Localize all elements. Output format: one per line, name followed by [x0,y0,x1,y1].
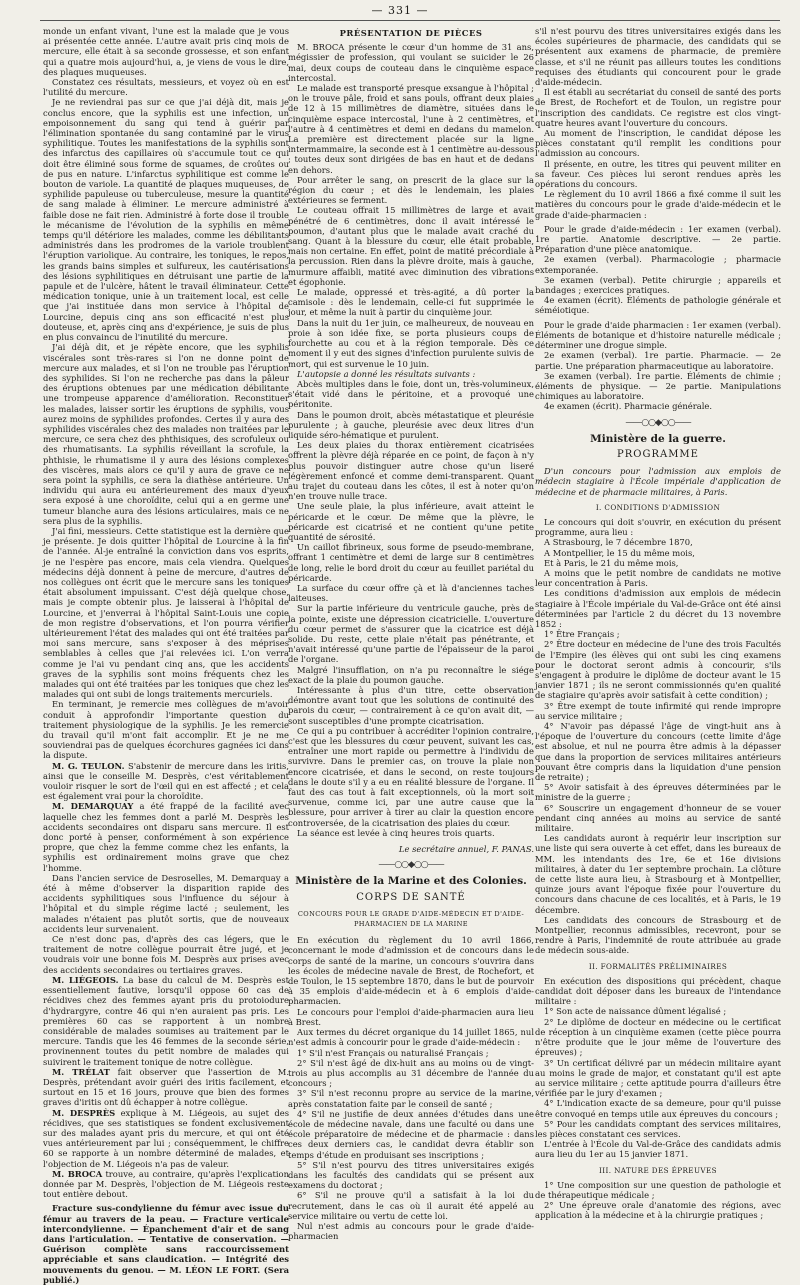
speaker-name: M. BROCA [52,1168,103,1179]
paragraph: Au moment de l'inscription, le candidat dépose les pièces constatant qu'il remplit les conditions pour l'admission au concours. [535,128,781,159]
paragraph: 4° N'avoir pas dépassé l'âge de vingt-huit ans à l'époque de l'ouverture du concours (cette limite d'âge est absolue, et nul ne pourra être admis à la dépasser que dans la proportion de services militaires antérieurs pouvant être compris dans la liquidation d'une pension de retraite) ; [535,721,781,783]
paragraph: 3° S'il n'est reconnu propre au service de la marine, après constatation faite par le conseil de santé ; [288,1088,534,1109]
paragraph: Le concours qui doit s'ouvrir, en exécution du présent programme, aura lieu : [535,516,781,538]
paragraph: 4e examen (écrit). Pharmacie générale. [544,401,713,412]
paragraph: s'il n'est pourvu des titres universitaires exigés dans les écoles supérieures de pharmacie, des candidats qui se présentent aux examens de pharmacie, de première classe, et s'il ne réunit pas ailleurs toutes les conditions requises des étudiants qui concourent pour le grade d'aide-médecin. [535,26,781,88]
paragraph: Intéressante à plus d'un titre, cette observation démontre avant tout que les solutions de continuité des parois du cœur, — contrairement à ce qu'on avait dit, — sont susceptibles d'une prompte cicatrisation. [288,685,534,726]
paragraph: Malgré l'insufflation, on n'a pu reconnaître le siége exact de la plaie du poumon gauche. [288,664,534,685]
speaker-name: M. TRÉLAT [52,1066,110,1077]
speaker-name: M. G. TEULON. [52,760,125,771]
paragraph: En exécution des dispositions qui précèdent, chaque candidat doit déposer dans les bureaux de l'intendance militaire : [535,975,781,1007]
paragraph: Pour le grade d'aide-médecin : 1er examen (verbal). 1re partie. Anatomie descriptive. — 2e partie. Préparation d'une pièce anatomique. [535,223,781,255]
paragraph: 6° S'il ne prouve qu'il a satisfait à la loi du recrutement, dans le cas où il aurait été appelé au service militaire ou vertu de cette loi. [288,1190,534,1221]
column-middle [288,26,534,1242]
paragraph: Une seule plaie, la plus inférieure, avait atteint le péricarde et le cœur. De même que la plèvre, le péricarde est cicatrisé et ne contient qu'une petite quantité de sérosité. [288,501,534,542]
paragraph: 2° Une épreuve orale d'anatomie des régions, avec application à la médecine et à la chirurgie pratiques ; [535,1200,781,1221]
signature: Le secrétaire annuel, F. PANAS. [398,844,534,855]
paragraph: 6° Souscrire un engagement d'honneur de se vouer pendant cinq années au moins au service de santé militaire. [535,802,781,834]
paragraph: Le malade est transporté presque exsangue à l'hôpital ; on le trouve pâle, froid et sans pouls, offrant deux plaies de 12 à 15 millimètres de diamètre, situées dans le cinquième espace intercostal, l'une à 2 centimètres, et l'autre à 4 centimètres et demi en dedans du mamelon. La première est directement placée sur la ligne intermammaire, la seconde est à 1 centimètre au-dessous ; toutes deux sont dirigées de bas en haut et de dedans en dehors. [288,83,534,175]
paragraph: A moins que le petit nombre de candidats ne motive leur concentration à Paris. [535,567,781,589]
paragraph: 4° S'il ne justifie de deux années d'études dans une école de médecine navale, dans une faculté ou dans une école préparatoire de médecine et de pharmacie : dans ces deux derniers cas, le candidat devra établir son temps d'étude en produisant ses inscriptions ; [288,1108,534,1160]
paragraph: Les conditions d'admission aux emplois de médecin stagiaire à l'École impériale du Val-de-Grâce ont été ainsi déterminées par l'article 2 du décret du 13 novembre 1852 : [535,588,781,629]
paragraph: En terminant, je remercie mes collègues de m'avoir conduit à approfondir l'importante question du traitement physiologique de la syphilis. Je les remercie du travail qu'il m'ont fait accomplir. Et je ne me souviendrai pas de quelques écorchures gagnées ici dans la dispute. [43,699,289,761]
paragraph: Le règlement du 10 avril 1866 a fixé comme il suit les matières du concours pour le grade d'aide-médecin et le grade d'aide-pharmacien : [535,189,781,220]
speaker-paragraph [43,1169,289,1200]
closing-announcement: Fracture sus-condylienne du fémur avec issue du fémur au travers de la peau. — Fracture verticale intercondylienne. — Épanchement d'air et de sang dans l'articulation. — Tentative de conservation. — Guérison complète sans raccourcissement appréciable et sans claudication. — Intégrité des mouvements du genou. — M. LÉON LE FORT. (Sera publié.) [43,1203,289,1285]
paragraph: 3° Être exempt de toute infirmité qui rende impropre au service militaire ; [535,700,781,721]
section-note: CONCOURS POUR LE GRADE D'AIDE-MÉDECIN ET D'AIDE-PHARMACIEN DE LA MARINE [297,909,525,929]
paragraph: Nul n'est admis au concours pour le grade d'aide-pharmacien [288,1220,534,1242]
paragraph: Pour arrêter le sang, on prescrit de la glace sur la région du cœur ; et dès le lendemain, les plaies extérieures se ferment. [288,174,534,206]
paragraph: Pour le grade d'aide pharmacien : 1er examen (verbal). Éléments de botanique et d'histoire naturelle médicale ; déterminer une drogue simple. [535,319,781,351]
paragraph: Le malade, oppressé et très-agité, a dû porter la camisole : dès le lendemain, celle-ci fut supprimée le jour, et même la nuit à partir du cinquième jour. [288,287,534,318]
paragraph: monde un enfant vivant, l'une est la malade que je vous ai présentée cette année. L'autre avait pris cinq mois de mercure, elle était à sa seconde grossesse, et son enfant qui a quatre mois aujourd'hui, a, je viens de vous le dire, des plaques muqueuses. [43,26,289,77]
speaker-paragraph [43,761,289,802]
paragraph: 2° S'il n'est âgé de dix-huit ans au moins ou de vingt-trois au plus accomplis au 31 décembre de l'année du concours ; [288,1057,534,1089]
paragraph: La séance est levée à cinq heures trois quarts. [297,827,495,838]
speaker-text: La base du calcul de M. Desprès est essentiellement fautive, lorsqu'il oppose 60 cas de récidives chez des femmes ayant pris du protoiodure d'hydrargyre, contre 46 qui n'en auraient pas pris. Les premières 60 cas se rapportent à un nombre considérable de malades soumises au traitement par le mercure. Tandis que les 46 femmes de la seconde série, provinennent toutes du petit nombre de malades qui suivirent le traitement tonique de notre collègue. [43,974,289,1067]
header-rule [40,20,780,21]
paragraph: Le couteau offrait 15 millimètres de large et avait pénétré de 6 centimètres, donc il avait intéressé le poumon, d'autant plus que le malade avait craché du sang. Quant à la blessure du cœur, elle était probable, mais non certaine. En effet, point de matité précordiale à la percussion. Rien dans la plèvre droite, mais à gauche, murmure affaibli, matité avec diminution des vibrations et égophonie. [288,205,534,287]
speaker-text: S'abstenir de mercure dans les iritis, ainsi que le conseille M. Desprès, c'est véritablement vouloir risquer le sort de l'œil qui en est affecté ; et cela est également vrai pour la choroïdite. [43,760,289,802]
section-heading: Ministère de la guerre. [590,432,726,445]
paragraph: En exécution du règlement du 10 avril 1866, concernant le mode d'admission et de concours dans le corps de santé de la marine, un concours s'ouvrira dans les écoles de médecine navale de Brest, de Rochefort, et de Toulon, le 15 septembre 1870, dans le but de pourvoir à 35 emplois d'aide-médecin et à 6 emplois d'aide-pharmacien. [288,935,534,1007]
paragraph: A Strasbourg, le 7 décembre 1870, [544,537,693,548]
paragraph: 1° Son acte de naissance dûment légalisé ; [544,1006,727,1017]
paragraph: 5° Pour les candidats comptant des services militaires, les pièces constatant ces services. [535,1118,781,1139]
speaker-paragraph [43,1067,289,1108]
paragraph: Dans le poumon droit, abcès métastatique et pleurésie purulente ; à gauche, pleurésie avec deux litres d'un liquide séro-hématique et purulent. [288,409,534,440]
paragraph: 1° Une composition sur une question de pathologie et de thérapeutique médicale ; [535,1179,781,1200]
paragraph: 4e examen (écrit). Éléments de pathologie générale et séméiotique. [535,295,781,316]
paragraph: Dans la nuit du 1er juin, ce malheureux, de nouveau en proie à son idée fixe, se porta plusieurs coups de fourchette au cou et à la région temporale. Dès ce moment il y eut des signes d'infection purulente suivis de mort, qui est survenue le 10 juin. [288,317,534,369]
programme-subtitle: D'un concours pour l'admission aux emplois de médecin stagiaire à l'École impériale d'application de médecine et de pharmacie militaires, à Paris. [535,466,781,497]
paragraph: 2e examen (verbal). Pharmacologie ; pharmacie extemporanée. [535,254,781,275]
section-title: PRÉSENTATION DE PIÈCES [339,28,483,38]
ornament-divider: ——○○◆○○—— [378,860,444,871]
speaker-paragraph [43,975,289,1067]
paragraph: Aux termes du décret organique du 14 juillet 1865, nul n'est admis à concourir pour le grade d'aide-médecin : [288,1027,534,1048]
paragraph: Abcès multiples dans le foie, dont un, très-volumineux, s'était vidé dans le péritoine, et a provoqué une péritonite. [288,378,534,410]
paragraph: 3e examen (verbal). 1re partie. Éléments de chimie ; éléments de physique. — 2e partie. Manipulations chimiques au laboratoire. [535,370,781,402]
speaker-name: M. LIÉGEOIS. [52,974,119,985]
paragraph: A Montpellier, le 15 du même mois, [544,547,695,558]
paragraph: Les deux plaies du thorax entièrement cicatrisées offrent la plèvre déjà réparée en ce point, de façon à n'y plus pouvoir distinguer autre chose qu'un liseré légèrement enfoncé et comme demi-transparent. Quant au trajet du couteau dans les côtes, il est à noter qu'on n'en trouve nulle trace. [288,440,534,502]
paragraph: Dans l'ancien service de Desroselles, M. Demarquay a été à même d'observer la disparition rapide des accidents syphilitiques sous l'influence du séjour à l'hôpital et du simple régime lacté ; seulement, les malades n'étaient pas plutôt sortis, que de nouveaux accidents leur survenaient. [43,872,289,934]
speaker-text: trouve, au contraire, qu'après l'explication donnée par M. Desprès, l'objection de M. Liégeois reste tout entière debout. [43,1168,289,1200]
paragraph: Ce qui a pu contribuer à accréditer l'opinion contraire, c'est que les blessures du cœur peuvent, suivant les cas, entraîner une mort rapide ou permettre à l'individu de survivre. Dans le premier cas, on trouve la plaie non encore cicatrisée, et dans le second, on reste toujours dans le doute s'il y a eu en réalité blessure de l'organe. Il faut des cas tout à fait exceptionnels, où la mort soit survenue, comme ici, par une autre cause que la blessure, pour arriver à tirer au clair la question encore controversée, de la cicatrisation des plaies du cœur. [288,725,534,828]
section-subheading: CORPS DE SANTÉ [356,891,466,903]
paragraph: 1° Être Français ; [544,629,620,640]
paragraph: Le concours pour l'emploi d'aide-pharmacien aura lieu à Brest. [288,1006,534,1027]
paragraph: Je ne reviendrai pas sur ce que j'ai déjà dit, mais je conclus encore, que la syphilis est une infection, un empoisonnement du sang qui tend à guérir par l'élimination spontanée du sang contaminé par le virus syphilitique. Toutes les manifestations de la syphilis sont des infarctus des capillaires où s'accumule tout ce qui doit être éliminé sous forme de squames, de croûtes ou de pus en nature. L'infarctus syphilitique est comme le bouton de variole. La quantité de plaques muqueuses, de syphilide papuleuse ou tuberculeuse, mesure la quantité de sang malade à éliminer. Le mercure administré à faible dose ne fait rien. Administré à forte dose il trouble le mécanisme de l'évolution de la syphilis en même temps qu'il détériore les malades, comme les débilitants administrés dans les prodromes de la variole troublent l'éruption variolique. Au contraire, les toniques, le repos, les grands bains simples et sulfureux, les cautérisations des lésions syphilitiques en détruisant une partie de la papule et de l'ulcère, hâtent le travail éliminateur. Cette médication tonique, unie à un traitement local, est celle que j'ai instituée dans mon service à l'hôpital de Lourcine, depuis cinq ans son efficacité n'est plus douteuse, et, après cinq ans d'expérience, je suis de plus en plus convaincu de l'inutilité du mercure. [43,97,289,343]
speaker-text: fait observer que l'assertion de M. Desprès, prétendant avoir guéri des iritis facilement, et surtout en 15 et 16 jours, prouve que bien des formes graves d'iritis ont dû échapper à notre collègue. [43,1066,290,1108]
speaker-name: M. DEMARQUAY [52,801,134,812]
paragraph: J'ai déjà dit, et je répète encore, que les syphilis viscérales sont très-rares si l'on ne donne point de mercure aux malades, et si l'on ne trouble pas l'éruption des syphilides. Si l'on ne recherche pas dans la pâleur des éruptions obtenues par une médication débilitante une trompeuse apparence d'amélioration. Reconstituer les malades, laisser sortir les éruptions de syphilis, vous aurez moins de syphilides profondes. Certes il y aura des syphilides viscérales chez des malades non traitées par le mercure, ce sera chez des phthisiques, des scrofuleux ou des rhumatisants. La syphilis réveillant la scrofule, la phthisie, le rhumatisme il y aura des lésions complexes des viscères, mais alors ce qu'il y aura de grave ce ne sera point la syphilis, ce sera la diathèse antérieure. Un individu qui aura eu antérieurement des maux d'yeux sera exposé à une choroïdite, celui qui a en germe une tumeur blanche aura des lésions articulaires, mais ce ne sera plus de la syphilis. [43,342,289,526]
paragraph: 5° S'il n'est pourvu des titres universitaires exigés dans les facultés des candidats qui se présent aux examens du doctorat ; [288,1159,534,1191]
paragraph: Et à Paris, le 21 du même mois, [544,557,679,568]
page-number: — 331 — [371,4,429,17]
paragraph: 2° Être docteur en médecine de l'une des trois Facultés de l'Empire (les élèves qui ont subi les cinq examens pour le doctorat seront admis à concourir, s'ils s'engagent à produire le diplôme de docteur avant le 15 janvier 1871 ; ils ne seront commissionnés qu'en qualité de stagiaire qu'après avoir satisfait à cette condition) ; [535,639,781,701]
paragraph: Il est établi au secrétariat du conseil de santé des ports de Brest, de Rochefort et de Toulon, un registre pour l'inscription des candidats. Ce registre est clos vingt-quatre heures avant l'ouverture du concours. [535,87,781,128]
column-right [535,26,781,1221]
subsection-heading: II. FORMALITÉS PRÉLIMINAIRES [588,961,728,971]
paragraph: 4° L'indication exacte de sa demeure, pour qu'il puisse être convoqué en temps utile aux épreuves du concours ; [535,1098,781,1119]
paragraph: 5° Avoir satisfait à des épreuves déterminées par le ministre de la guerre ; [535,782,781,803]
speaker-paragraph [43,801,289,872]
paragraph: 3e examen (verbal). Petite chirurgie ; appareils et bandages ; exercices pratiques. [535,274,781,296]
subsection-heading: I. CONDITIONS D'ADMISSION [595,502,721,512]
paragraph: Les candidats auront à requérir leur inscription sur une liste qui sera ouverte à cet effet, dans les bureaux de MM. les intendants des 1re, 6e et 16e divisions militaires, à dater du 1er septembre prochain. La clôture de cette liste aura lieu, à Strasbourg et à Montpellier, quinze jours avant l'époque fixée pour l'ouverture du concours dans chacune de ces localités, et à Paris, le 19 décembre. [535,833,781,915]
paragraph: M. BROCA présente le cœur d'un homme de 31 ans, mégissier de profession, qui voulant se suicider le 26 mai, deux coups de couteau dans le cinquième espace intercostal. [288,42,534,83]
programme-heading: PROGRAMME [617,448,699,460]
paragraph: Les candidats des concours de Strasbourg et de Montpellier, reconnus admissibles, recevront, pour se rendre à Paris, l'indemnité de route attribuée au grade de médecin sous-aide. [535,914,781,956]
ornament-divider: ——○○◆○○—— [625,417,691,428]
paragraph: L'entrée à l'École du Val-de-Grâce des candidats admis aura lieu du 1er au 15 janvier 1871. [535,1139,781,1160]
section-heading: Ministère de la Marine et des Colonies. [295,875,527,888]
speaker-name: M. DESPRÈS [52,1107,116,1118]
paragraph: J'ai fini, messieurs. Cette statistique est la dernière que je présente. Je dois quitter l'hôpital de Lourcine à la fin de l'année. Al-je entraîné la conviction dans vos esprits, je ne l'espère pas encore, mais cela viendra. Quelques médecins déjà donnent à peine de mercure, d'autres de nos collègues ont écrit que le mercure sans les toniques était absolument impuissant. C'est déjà quelque chose, mais je compte obtenir plus. Je laisserai à l'hôpital de Lourcine, et j'enverrai à l'hôpital Saint-Louis une copie de mon registre d'observations, et l'on pourra vérifier ultérieurement l'état des malades qui ont été traitées par moi sans mercure, sans s'exposer à des méprises semblables à celles que j'ai relevées ici. L'on verra comme je l'ai vu pendant cinq ans, que les accidents graves de la syphilis sont moins fréquents chez les malades qui ont été traitées par les toniques que chez les malades qui ont subi de longs traitements mercuriels. [43,525,289,700]
paragraph: Sur la partie inférieure du ventricule gauche, près de la pointe, existe une dépression cicatricielle. L'ouverture du cœur permet de s'assurer que la cicatrice est déjà solide. Du reste, cette plaie n'était pas pénétrante, et n'avait intéressé qu'une partie de l'épaisseur de la paroi de l'organe. [288,603,534,665]
speaker-text: explique à M. Liégeois, au sujet des récidives, que ses statistiques se fondent exclusivement sur des malades ayant pris du mercure, et qui ont été vues antérieurement par lui ; conséquemment, le chiffre 60 se rapporte à un nombre déterminé de malades, et l'objection de M. Liégeois n'a pas de valeur. [43,1107,289,1169]
paragraph: Il présente, en outre, les titres qui peuvent militer en sa faveur. Ces pièces lui seront rendues après les opérations du concours. [535,158,781,190]
subsection-heading: III. NATURE DES ÉPREUVES [599,1165,717,1175]
paragraph: 2° Le diplôme de docteur en médecine ou le certificat de réception à un cinquième examen (cette pièce pourra n'être produite que le jour même de l'ouverture des épreuves) ; [535,1016,781,1058]
speaker-text: a été frappé de la facilité avec laquelle chez les femmes dont a parlé M. Desprès les accidents secondaires ont disparu sans mercure. Il est donc porté à penser, conformément à son expérience propre, que chez la femme comme chez les enfants, la syphilis est ordinairement moins grave que chez l'homme. [43,801,289,873]
paragraph: La surface du cœur offre çà et là d'anciennes taches laiteuses. [288,582,534,604]
paragraph: Ce n'est donc pas, d'après des cas légers, que le traitement de notre collègue pourrait être jugé, et je voudrais voir une bonne fois M. Desprès aux prises avec des accidents secondaires ou tertiaires graves. [43,934,289,975]
paragraph: 1° S'il n'est Français ou naturalisé Français ; [297,1047,489,1058]
paragraph: Un caillot fibrineux, sous forme de pseudo-membrane, offrant 1 centimètre et demi de large sur 8 centimètres de long, relie le bord droit du cœur au feuillet pariétal du péricarde. [288,542,534,583]
speaker-paragraph [43,1108,289,1169]
paragraph: 2e examen (verbal). 1re partie. Pharmacie. — 2e partie. Une préparation pharmaceutique au laboratoire. [535,350,781,371]
paragraph: 3° Un certificat délivré par un médecin militaire ayant au moins le grade de major, et constatant qu'il est apte au service militaire ; cette aptitude pourra d'ailleurs être vérifiée par le jury d'examen ; [535,1057,781,1099]
paragraph: Constatez ces résultats, messieurs, et voyez où en est l'utilité du mercure. [43,77,289,98]
paragraph: L'autopsie a donné les résultats suivants : [297,368,476,379]
column-left [43,26,290,1285]
